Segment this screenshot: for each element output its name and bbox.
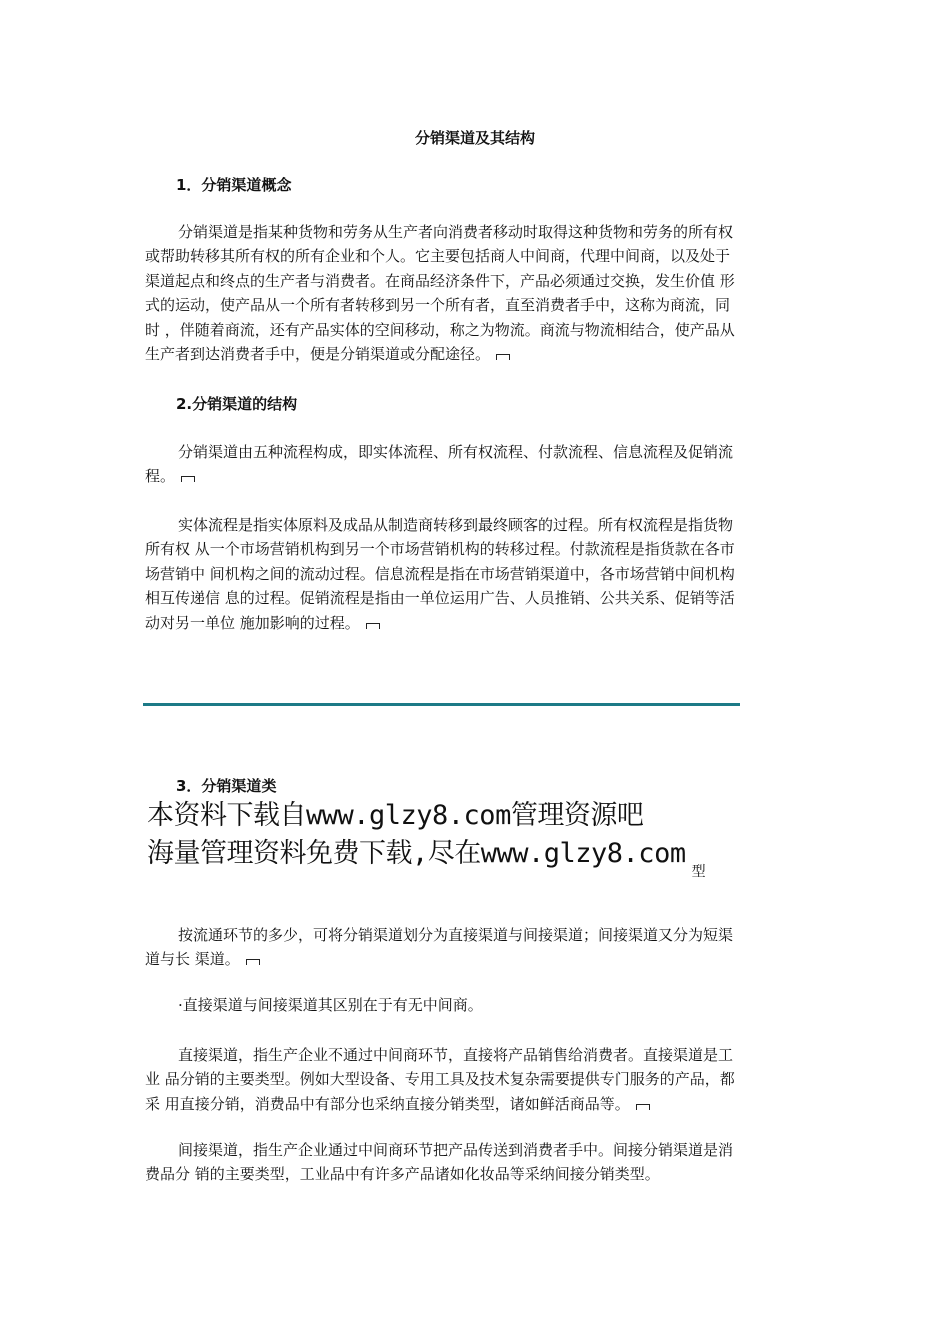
section-3-paragraph-2 [145, 1043, 810, 1116]
footnote-mark-icon [246, 959, 260, 965]
paragraph-line: 业 品分销的主要类型。例如大型设备、专用工具及技术复杂需要提供专门服务的产品，都 [145, 1070, 735, 1089]
heading-suffix: 型 [691, 864, 706, 880]
watermark-text: 海量管理资料免费下载,尽在www.glzy8.com [147, 838, 686, 869]
section-1-heading: 1．分销渠道概念 [176, 176, 292, 194]
paragraph-line: 或帮助转移其所有权的所有企业和个人。它主要包括商人中间商，代理中间商，以及处于 [145, 247, 731, 266]
watermark-line-2 [147, 838, 706, 888]
footnote-mark-icon [366, 623, 380, 629]
paragraph-line: 间接渠道，指生产企业通过中间商环节把产品传送到消费者手中。间接分销渠道是消 [178, 1141, 734, 1159]
section-2-heading: 2.分销渠道的结构 [176, 395, 298, 413]
paragraph-line: 程。 [145, 467, 176, 486]
paragraph-line: 相互传递信 息的过程。促销流程是指由一单位运用广告、人员推销、公共关系、促销等活 [145, 589, 735, 608]
paragraph-line: 分销渠道由五种流程构成，即实体流程、所有权流程、付款流程、信息流程及促销流 [178, 443, 734, 461]
section-2-paragraph-2 [145, 513, 810, 635]
paragraph-line: 道与长 渠道。 [145, 950, 240, 969]
section-3-heading: 3．分销渠道类 [176, 777, 277, 795]
paragraph-line: 时 ，伴随着商流，还有产品实体的空间移动，称之为物流。商流与物流相结合，使产品从 [145, 320, 735, 339]
section-2-paragraph-1 [145, 440, 810, 489]
document-title: 分销渠道及其结构 [414, 129, 535, 147]
watermark-line-1: 本资料下载自www.glzy8.com管理资源吧 [147, 800, 644, 831]
paragraph-line: 按流通环节的多少，可将分销渠道划分为直接渠道与间接渠道；间接渠道又分为短渠 [178, 926, 734, 944]
paragraph-line: 采 用直接分销，消费品中有部分也采纳直接分销类型，诸如鲜活商品等。 [145, 1094, 630, 1113]
section-3-paragraph-3 [145, 1138, 810, 1187]
section-3-paragraph-1 [145, 923, 810, 972]
paragraph-line: 式的运动，使产品从一个所有者转移到另一个所有者，直至消费者手中，这称为商流，同 [145, 296, 731, 315]
paragraph-line: 所有权 从一个市场营销机构到另一个市场营销机构的转移过程。付款流程是指货款在各市 [145, 540, 735, 559]
bullet-line: ·直接渠道与间接渠道其区别在于有无中间商。 [178, 996, 483, 1014]
paragraph-line: 动对另一单位 施加影响的过程。 [145, 613, 360, 632]
paragraph-line: 直接渠道，指生产企业不通过中间商环节，直接将产品销售给消费者。直接渠道是工 [178, 1046, 734, 1064]
footnote-mark-icon [636, 1104, 650, 1110]
section-divider [143, 703, 740, 706]
paragraph-line: 实体流程是指实体原料及成品从制造商转移到最终顾客的过程。所有权流程是指货物 [178, 516, 734, 534]
section-3-bullet [145, 993, 810, 1017]
paragraph-line: 生产者到达消费者手中，便是分销渠道或分配途径。 [145, 344, 491, 363]
paragraph-line: 分销渠道是指某种货物和劳务从生产者向消费者移动时取得这种货物和劳务的所有权 [178, 223, 734, 241]
footnote-mark-icon [496, 354, 510, 360]
paragraph-line: 费品分 销的主要类型，工业品中有许多产品诸如化妆品等采纳间接分销类型。 [145, 1165, 660, 1184]
footnote-mark-icon [181, 476, 195, 482]
section-1-paragraph [145, 220, 810, 366]
paragraph-line: 渠道起点和终点的生产者与消费者。在商品经济条件下，产品必须通过交换，发生价值 形 [145, 271, 735, 290]
paragraph-line: 场营销中 间机构之间的流动过程。信息流程是指在市场营销渠道中，各市场营销中间机构 [145, 564, 735, 583]
